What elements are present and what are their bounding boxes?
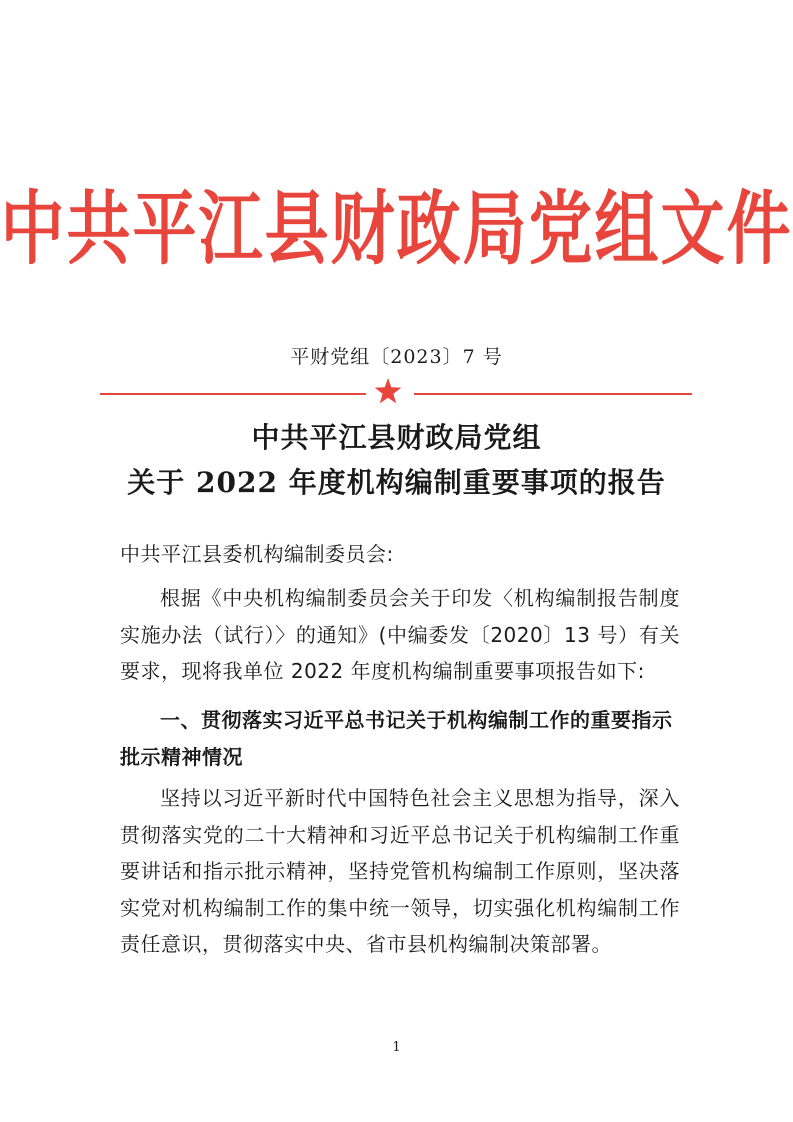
report-title-line1: 中共平江县财政局党组 bbox=[251, 421, 542, 454]
addressee: 中共平江县委机构编制委员会: bbox=[120, 542, 394, 566]
masthead-title: 中共平江县财政局党组文件 bbox=[0, 182, 793, 277]
section-heading-1: 一、贯彻落实习近平总书记关于机构编制工作的重要指示批示精神情况 bbox=[120, 708, 673, 769]
paragraph-1: 根据《中央机构编制委员会关于印发〈机构编制报告制度实施办法（试行）〉的通知》(中编委发〔2020〕13 号）有关要求，现将我单位 2022 年度机构编制重要事项报告如下: bbox=[120, 586, 680, 683]
star-shape bbox=[375, 378, 402, 403]
red-separator bbox=[100, 378, 692, 402]
report-title-line2: 关于 2022 年度机构编制重要事项的报告 bbox=[127, 466, 666, 499]
separator-line-right bbox=[414, 393, 692, 395]
document-number: 平财党组〔2023〕7 号 bbox=[290, 346, 503, 368]
separator-line-left bbox=[100, 393, 366, 395]
page-number: 1 bbox=[392, 1040, 401, 1055]
paragraph-2: 坚持以习近平新时代中国特色社会主义思想为指导，深入贯彻落实党的二十大精神和习近平总书记关于机构编制工作重要讲话和指示批示精神，坚持党管机构编制工作原则，坚决落实党对机构编制工作的集中统一领导，切实强化机构编制工作责任意识，贯彻落实中央、省市县机构编制决策部署。 bbox=[120, 786, 680, 956]
star-icon bbox=[374, 378, 402, 404]
